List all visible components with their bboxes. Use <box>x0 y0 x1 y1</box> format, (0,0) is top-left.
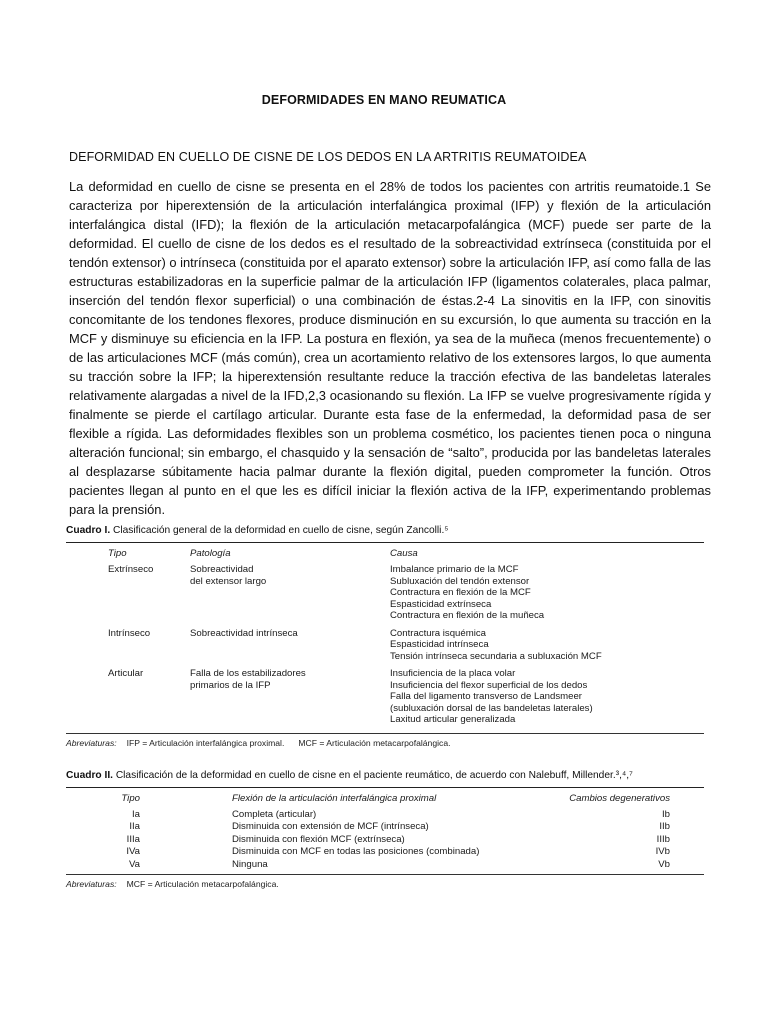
table-row <box>66 668 704 732</box>
table-cuadro-2 <box>66 770 704 889</box>
cell-tipo: Ia <box>131 809 140 820</box>
cell-line: Sobreactividad <box>190 564 254 575</box>
table-2-bottom-rule <box>66 874 704 875</box>
table-1 <box>66 543 704 732</box>
table-1-caption-text: Clasificación general de la deformidad en cuello de cisne, según Zancolli.⁵ <box>110 525 449 536</box>
cell-cambios: IVb <box>655 846 670 858</box>
cell-line: Sobreactividad intrínseca <box>190 627 298 639</box>
cell-flexion: Disminuida con MCF en todas las posiciones (combinada) <box>232 846 480 858</box>
cell-flexion: Completa (articular) <box>232 809 317 820</box>
cell-line: Insuficiencia de la placa volar <box>390 668 516 679</box>
table-2-footnote-label: Abreviaturas: <box>66 879 117 890</box>
table-2 <box>66 788 704 871</box>
table-1-header-tipo: Tipo <box>108 548 127 559</box>
cell-line: Laxitud articular generalizada <box>390 714 516 725</box>
table-row <box>66 809 704 821</box>
cell-line: Contractura en flexión de la muñeca <box>390 610 545 621</box>
table-row <box>66 859 704 871</box>
table-2-footnote-mcf: MCF = Articulación metacarpofalángica. <box>126 879 279 890</box>
cell-cambios: Vb <box>658 858 670 870</box>
cell-flexion: Disminuida con extensión de MCF (intrínseca) <box>232 821 429 833</box>
cell-tipo: Extrínseco <box>108 564 154 575</box>
table-1-header-patologia: Patología <box>190 548 231 559</box>
cell-line: Tensión intrínseca secundaria a subluxación MCF <box>390 650 602 662</box>
section-heading: DEFORMIDAD EN CUELLO DE CISNE DE LOS DEDOS EN LA ARTRITIS REUMATOIDEA <box>69 150 587 164</box>
table-2-footnote <box>66 879 704 889</box>
cell-line: Insuficiencia del flexor superficial de los dedos <box>390 679 588 691</box>
table-row <box>66 834 704 846</box>
cell-cambios: IIIb <box>656 833 670 845</box>
table-1-caption-label: Cuadro I. <box>66 525 111 536</box>
cell-causa <box>390 628 704 669</box>
table-1-footnote <box>66 738 704 748</box>
cell-line: Contractura en flexión de la MCF <box>390 587 531 598</box>
cell-line: Falla del ligamento transverso de Landsmeer <box>390 691 582 702</box>
cell-flexion: Disminuida con flexión MCF (extrínseca) <box>232 833 405 845</box>
table-1-header-causa: Causa <box>390 548 418 559</box>
cell-cambios: Ib <box>661 809 670 820</box>
cell-tipo: Articular <box>108 668 144 679</box>
cell-line: primarios de la IFP <box>190 679 271 691</box>
cell-patologia <box>190 668 390 732</box>
table-1-footnote-mcf: MCF = Articulación metacarpofalángica. <box>298 737 451 748</box>
table-2-caption <box>66 770 704 781</box>
table-row <box>66 821 704 833</box>
table-2-caption-label: Cuadro II. <box>66 770 113 781</box>
table-cuadro-1 <box>66 525 704 748</box>
cell-line: Subluxación del tendón extensor <box>390 575 530 587</box>
cell-causa <box>390 564 704 628</box>
table-1-caption <box>66 525 704 536</box>
cell-line: del extensor largo <box>190 575 267 587</box>
cell-patologia <box>190 564 390 628</box>
document-title: DEFORMIDADES EN MANO REUMATICA <box>261 93 507 107</box>
cell-patologia <box>190 628 390 669</box>
cell-line: Falla de los estabilizadores <box>190 668 306 679</box>
table-1-footnote-ifp: IFP = Articulación interfalángica proximal. <box>126 737 285 748</box>
table-1-footnote-label: Abreviaturas: <box>66 737 117 748</box>
cell-flexion: Ninguna <box>232 858 268 870</box>
table-row <box>66 846 704 858</box>
cell-line: Contractura isquémica <box>390 627 486 639</box>
cell-line: Espasticidad intrínseca <box>390 639 489 650</box>
table-row <box>66 628 704 669</box>
table-2-header-cambios: Cambios degenerativos <box>569 793 670 804</box>
table-row <box>66 564 704 628</box>
cell-tipo: IIa <box>129 821 140 833</box>
cell-line: Imbalance primario de la MCF <box>390 564 519 575</box>
cell-line: (subluxación dorsal de las bandeletas laterales) <box>390 702 593 714</box>
table-2-header-tipo: Tipo <box>121 793 140 804</box>
table-1-bottom-rule <box>66 733 704 734</box>
cell-cambios: IIb <box>659 821 670 833</box>
body-paragraph: La deformidad en cuello de cisne se presenta en el 28% de todos los pacientes con artritis reumatoide.1 Se caracteriza por hiperextensión de la articulación interfalángica proximal (IFP) y flexión de la articulación interfalángica distal (IFD); la flexión de la articulación metacarpofalángica (MCF) puede ser parte de la deformidad. El cuello de cisne de los dedos es el resultado de la sobreactividad extrínseca (constituida por el tendón extensor) o intrínseca (constituida por el aparato extensor) sobre la articulación IFP, así como falla de las estructuras estabilizadoras en la superficie palmar de la articulación IFP (ligamentos colaterales, placa palmar, inserción del tendón flexor superficial) o una combinación de éstas.2-4 La sinovitis en la IFP, con sinovitis concomitante de los tendones flexores, produce disminución en su excursión, lo que aumenta su tracción en la MCF y disminuye su eficiencia en la IFP. La postura en flexión, ya sea de la muñeca (menos frecuentemente) o de las articulaciones MCF (más común), crea un acortamiento relativo de los extensores largos, lo que aumenta su tracción sobre la IFP; la hiperextensión resultante reduce la tracción efectiva de las bandeletas laterales relativamente alargadas a nivel de la IFD,2,3 ocasionando su flexión. La IFP se vuelve progresivamente rígida y finalmente se pierde el cartílago articular. Durante esta fase de la enfermedad, la deformidad pasa de ser flexible a rígida. Las deformidades flexibles son un problema cosmético, los pacientes tienen poca o ninguna alteración funcional; sin embargo, el chasquido y la sensación de “salto”, producida por las bandeletas laterales al desplazarse súbitamente hacia palmar durante la flexión digital, pueden comprometer la función. Otros pacientes llegan al punto en el que les es difícil iniciar la flexión activa de la IFP, experimentando problemas para la prensión. <box>69 179 711 517</box>
table-2-caption-text: Clasificación de la deformidad en cuello de cisne en el paciente reumático, de acuerdo con Nalebuff, Millender.³,⁴,⁷ <box>112 770 633 781</box>
cell-tipo: IVa <box>126 846 140 858</box>
cell-causa <box>390 668 704 732</box>
cell-line: Espasticidad extrínseca <box>390 598 492 610</box>
cell-tipo: IIIa <box>126 833 140 845</box>
cell-tipo: Intrínseco <box>108 627 151 639</box>
table-2-header-flexion: Flexión de la articulación interfalángica proximal <box>232 793 437 804</box>
cell-tipo: Va <box>128 858 140 870</box>
